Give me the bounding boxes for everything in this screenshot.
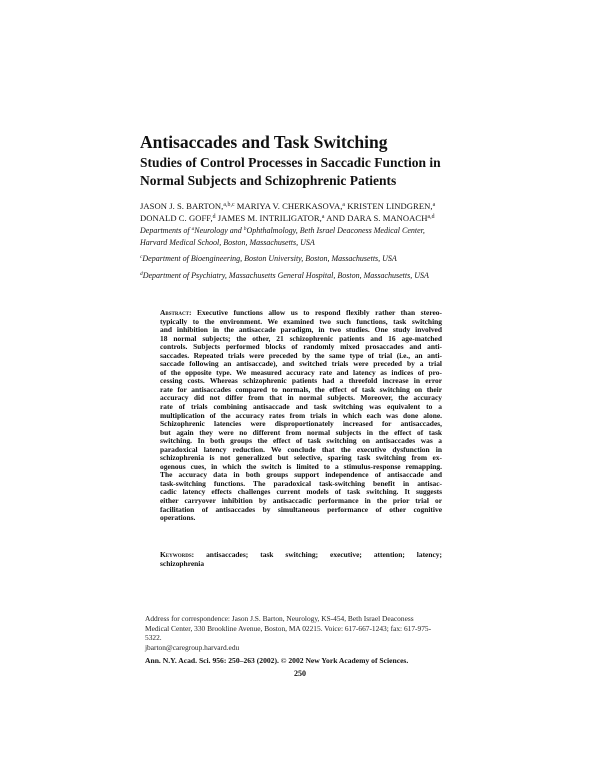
author-name: JASON J. S. BARTON, <box>140 201 224 211</box>
subtitle-line: Normal Subjects and Schizophrenic Patients <box>140 173 397 188</box>
author-affil-marker: a <box>342 202 346 208</box>
abstract-line: rate of trials combining antisaccade and task switching was equivalent to a <box>160 402 442 412</box>
affiliation-c: $^c$Department of Bioengineering, Boston University, Boston, Massachusetts, USA <box>140 254 397 263</box>
abstract-line: controls. Subjects performed blocks of randomly mixed prosaccades and anti- <box>160 342 442 352</box>
abstract-line: saccades. Repeated trials were preceded by the same type of trial (i.e., an anti- <box>160 350 442 360</box>
abstract-line: facilitation of antisaccades by simultaneous performance of other cognitive <box>160 504 442 514</box>
abstract-line: either carryover inhibition by antisaccadic performance in the prior trial or <box>160 496 442 506</box>
keywords-line: Keywords: antisaccades; task switching; executive; attention; latency; <box>160 550 442 559</box>
author-affil-marker: a,b,c <box>223 202 235 208</box>
abstract-line: 18 normal subjects; the other, 21 schizophrenic patients and 16 age-matched <box>160 333 442 343</box>
footnote-line: Address for correspondence: Jason J.S. Barton, Neurology, KS-454, Beth Israel Deaconess <box>145 614 414 623</box>
abstract-line: Schizophrenic latencies were disproportionately increased for antisaccades, <box>160 419 442 429</box>
abstract-line: cadic latency effects challenges current models of task switching. It suggests <box>160 487 442 497</box>
author-name: AND DARA S. MANOACH <box>324 213 428 223</box>
author-affil-marker: d <box>212 214 216 220</box>
abstract-line: and inhibition in the antisaccade paradigm, in two studies. One study involved <box>160 325 442 335</box>
author-affil-marker: a,d <box>427 214 435 220</box>
abstract-line: schizophrenia is not generalized but selective, sparing task switching from ex- <box>160 453 442 463</box>
author-name: MARIYA V. CHERKASOVA, <box>234 201 343 211</box>
author-affil-marker: a <box>432 202 436 208</box>
article-title: Antisaccades and Task Switching <box>140 132 388 152</box>
abstract-line: accuracy did not differ from that in normal subjects. Moreover, the accuracy <box>160 393 442 403</box>
journal-citation: Ann. N.Y. Acad. Sci. 956: 250–263 (2002). © 2002 New York Academy of Sciences. <box>145 656 409 665</box>
abstract-label: Abstract: <box>160 308 192 317</box>
abstract-line: cessing costs. Whereas schizophrenic patients had a threefold increase in error <box>160 376 442 386</box>
abstract-line: of the opposite type. We measured accuracy rate and latency as indices of pro- <box>160 367 442 377</box>
affiliation-ab: Departments of $^a$Neurology and $^b$Ophthalmology, Beth Israel Deaconess Medical Center, <box>140 226 425 235</box>
abstract-line: switching. In both groups the effect of task switching on antisaccades was a <box>160 436 442 446</box>
abstract-line: saccade following an antisaccade), and switched trials were preceded by a trial <box>160 359 442 369</box>
author-name: DONALD C. GOFF, <box>140 213 213 223</box>
abstract-line: paradoxical latency reduction. We conclude that the executive dysfunction in <box>160 444 442 454</box>
abstract-line: ogenous cues, in which the switch is limited to a stimulus-response remapping. <box>160 461 442 471</box>
footnote-line: 5322. <box>145 633 162 643</box>
abstract <box>160 309 442 523</box>
abstract-line: multiplication of the accuracy rates from trials in which each was done alone. <box>160 410 442 420</box>
abstract-line: typically to the environment. We examined two such functions, task switching <box>160 316 442 326</box>
affiliations <box>140 225 570 281</box>
author-affil-marker: a <box>321 214 325 220</box>
author-list <box>140 200 560 224</box>
footnote-email: jbarton@caregroup.harvard.edu <box>145 642 240 652</box>
abstract-line: Abstract: Executive functions allow us to respond flexibly rather than stereo- <box>160 308 442 317</box>
keywords-label: Keywords: <box>160 550 195 559</box>
abstract-line: rate for antisaccades compared to normals, the effect of task switching on their <box>160 384 442 394</box>
abstract-line: task-switching functions. The paradoxical task-switching benefit in antisac- <box>160 478 442 488</box>
abstract-line: operations. <box>160 513 196 523</box>
article-subtitle <box>140 154 540 190</box>
author-line <box>140 212 560 224</box>
footnote-line: Medical Center, 330 Brookline Avenue, Boston, MA 02215. Voice: 617-667-1243; fax: 617-975- <box>145 623 432 633</box>
correspondence-footnote <box>145 614 450 652</box>
author-name: KRISTEN LINDGREN, <box>345 201 433 211</box>
page-number: 250 <box>294 669 306 678</box>
author-line <box>140 200 560 212</box>
keywords-line: schizophrenia <box>160 558 205 568</box>
keywords <box>160 551 442 568</box>
abstract-line: The accuracy data in both groups support independence of antisaccade and <box>160 470 442 480</box>
affiliation-ab-line2: Harvard Medical School, Boston, Massachusetts, USA <box>140 237 315 247</box>
subtitle-line: Studies of Control Processes in Saccadic Function in <box>140 155 441 170</box>
affiliation-d: $^d$Department of Psychiatry, Massachusetts General Hospital, Boston, Massachusetts, USA <box>140 270 429 280</box>
abstract-line: but again they were no different from normal subjects in the effect of task <box>160 427 442 437</box>
author-name: JAMES M. INTRILIGATOR, <box>215 213 322 223</box>
